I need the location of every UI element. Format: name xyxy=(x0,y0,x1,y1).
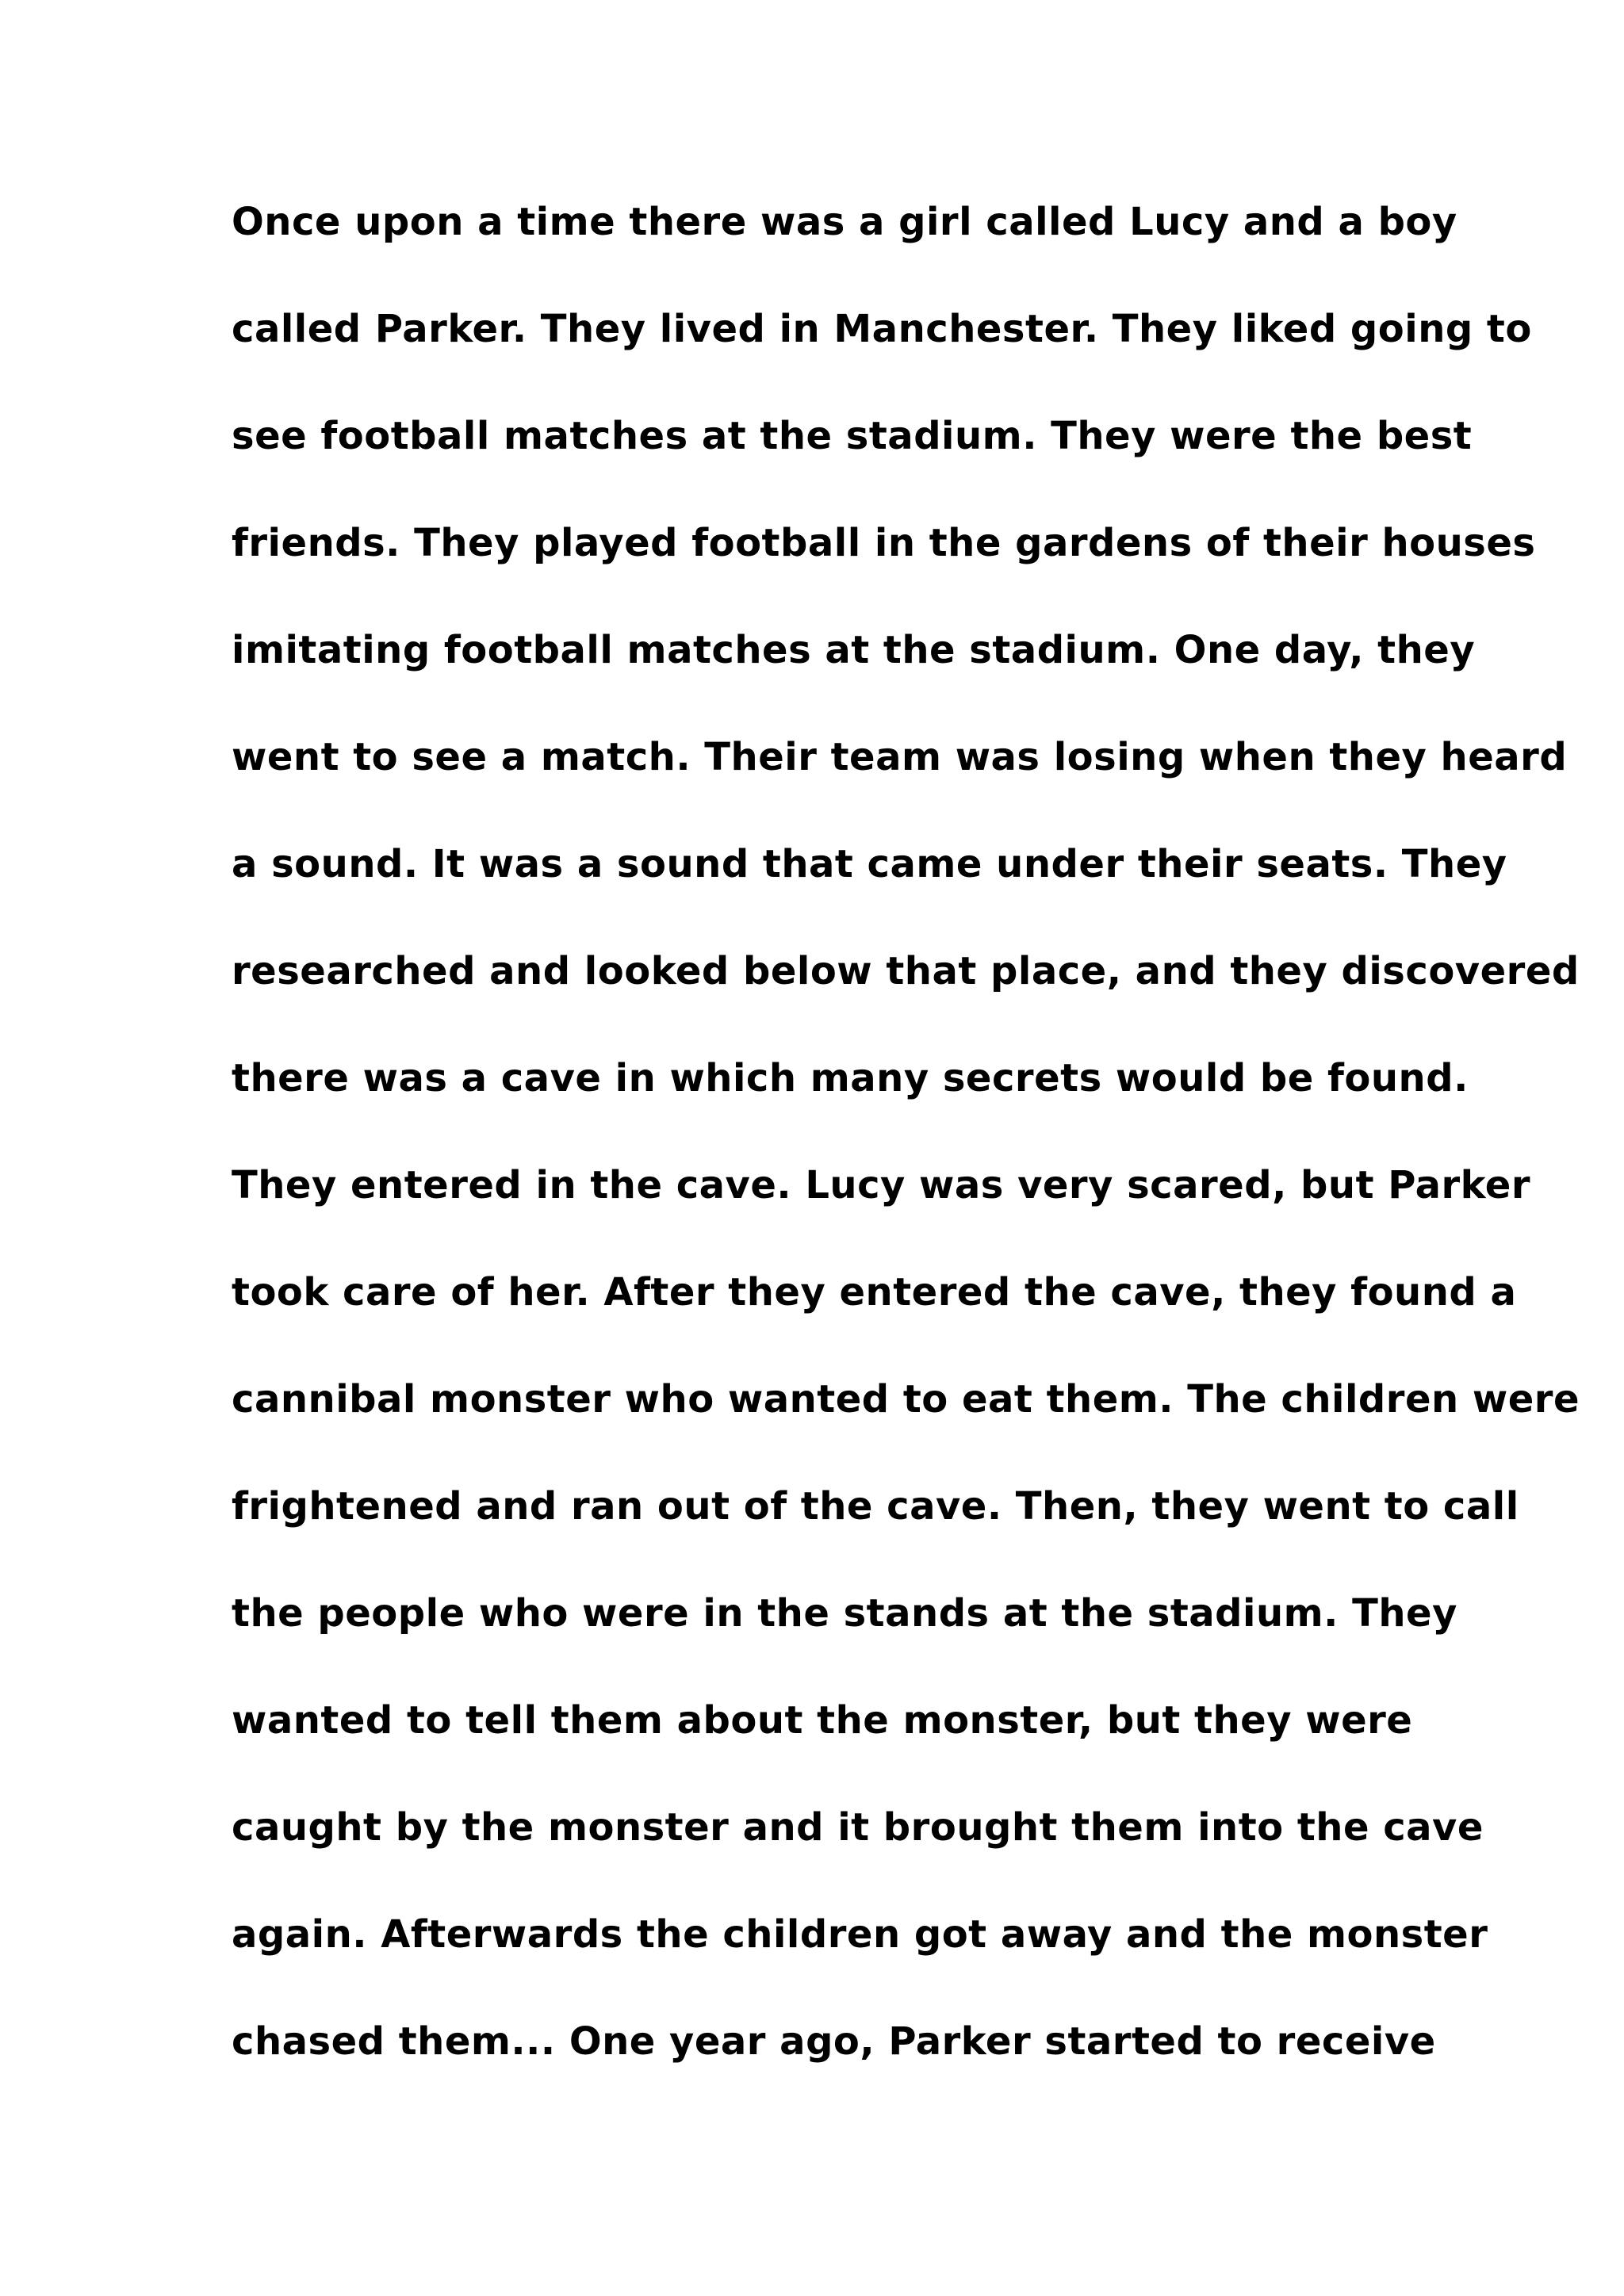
text-line: see football matches at the stadium. They were the best xyxy=(232,414,1473,458)
text-line: imitating football matches at the stadium. One day, they xyxy=(232,628,1476,672)
text-line: wanted to tell them about the monster, but they were xyxy=(232,1698,1413,1743)
text-line: took care of her. After they entered the cave, they found a xyxy=(232,1270,1517,1314)
text-line: chased them... One year ago, Parker started to receive xyxy=(232,2019,1436,2064)
text-line: the people who were in the stands at the stadium. They xyxy=(232,1591,1457,1636)
story-text xyxy=(232,190,1580,2117)
text-line: caught by the monster and it brought them into the cave xyxy=(232,1805,1484,1850)
text-line: researched and looked below that place, and they discovered xyxy=(232,949,1580,993)
text-line: cannibal monster who wanted to eat them. The children were xyxy=(232,1377,1580,1422)
text-line: friends. They played football in the gardens of their houses xyxy=(232,521,1536,565)
text-line: frightened and ran out of the cave. Then, they went to call xyxy=(232,1484,1519,1529)
text-line: there was a cave in which many secrets would be found. xyxy=(232,1056,1469,1100)
text-line: They entered in the cave. Lucy was very scared, but Parker xyxy=(232,1163,1531,1207)
text-line: Once upon a time there was a girl called Lucy and a boy xyxy=(232,200,1457,244)
text-line: again. Afterwards the children got away and the monster xyxy=(232,1912,1488,1957)
text-line: a sound. It was a sound that came under their seats. They xyxy=(232,842,1507,886)
text-line: called Parker. They lived in Manchester. They liked going to xyxy=(232,307,1532,351)
text-line: went to see a match. Their team was losing when they heard xyxy=(232,735,1568,779)
